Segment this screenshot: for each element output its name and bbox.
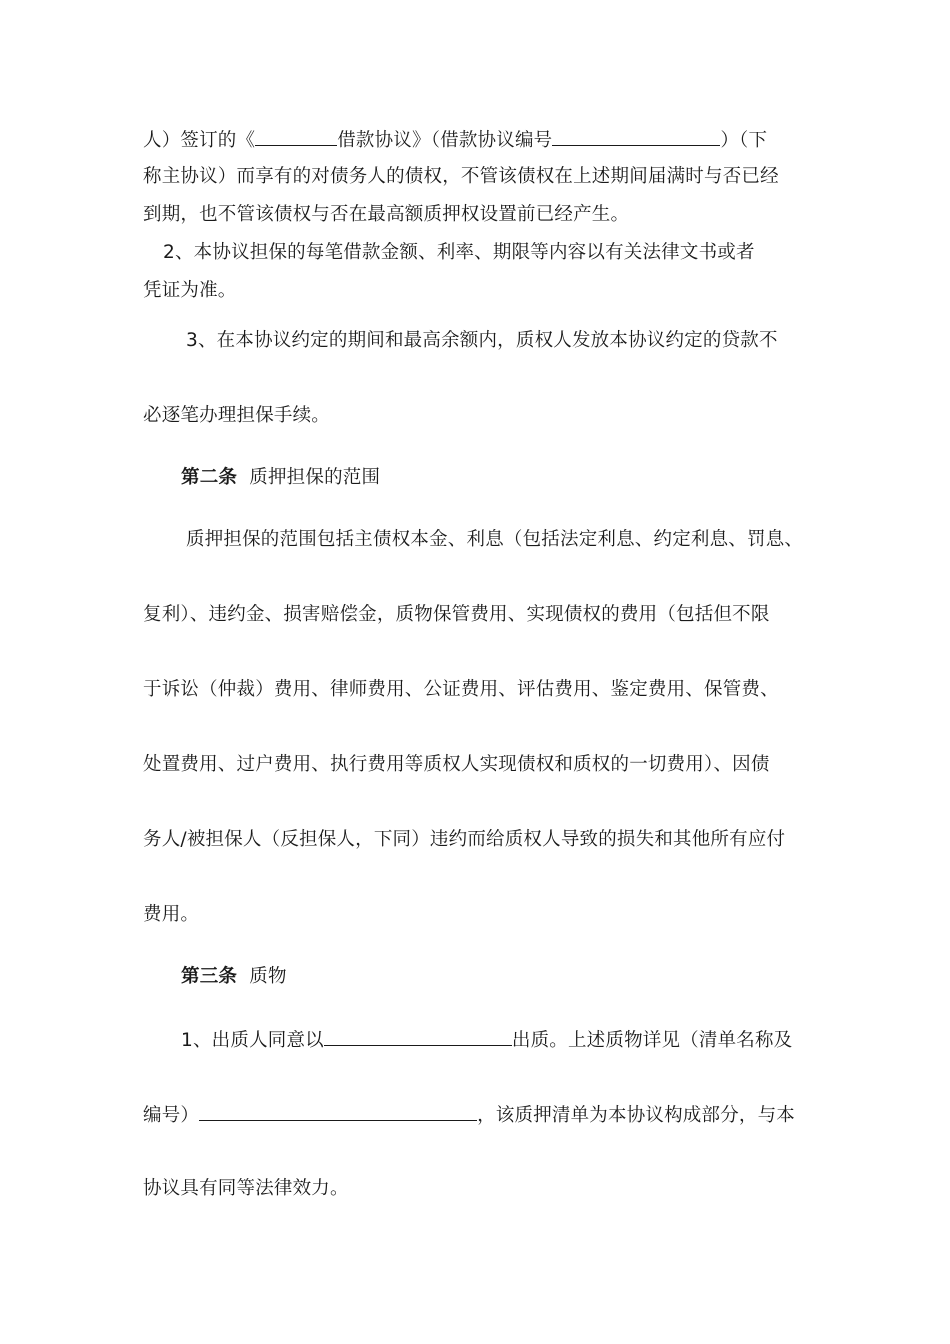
para1-line2: 称主协议）而享有的对债务人的债权，不管该债权在上述期间届满时与否已经 xyxy=(143,166,779,187)
blank-loan-name xyxy=(255,127,337,146)
text: ，该质押清单为本协议构成部分，与本 xyxy=(477,1105,796,1126)
text: 编号） xyxy=(143,1105,200,1126)
article2-line5: 务人/被担保人（反担保人，下同）违约而给质权人导致的损失和其他所有应付 xyxy=(143,829,786,850)
text: 1、出质人同意以 xyxy=(181,1030,324,1051)
para2-line2: 凭证为准。 xyxy=(143,280,237,301)
article3-label: 第三条 xyxy=(181,966,238,987)
article3-title: 质物 xyxy=(249,966,287,987)
text: ）（下 xyxy=(720,130,768,151)
blank-pledged-item xyxy=(324,1027,512,1046)
article3-heading xyxy=(181,965,287,989)
article2-line1: 质押担保的范围包括主债权本金、利息（包括法定利息、约定利息、罚息、 xyxy=(186,529,804,550)
article2-title: 质押担保的范围 xyxy=(249,467,381,488)
para1-line3: 到期，也不管该债权与否在最高额质押权设置前已经产生。 xyxy=(143,204,630,225)
article3-line3: 协议具有同等法律效力。 xyxy=(143,1178,349,1199)
article2-heading xyxy=(181,466,380,490)
text: 借款协议》（借款协议编号 xyxy=(337,130,553,151)
para1-line1 xyxy=(143,127,767,153)
para2-line1: 2、本协议担保的每笔借款金额、利率、期限等内容以有关法律文书或者 xyxy=(163,242,755,263)
article3-line2 xyxy=(143,1102,795,1128)
article2-line6: 费用。 xyxy=(143,904,200,925)
blank-list-number xyxy=(199,1102,477,1121)
para3-line2: 必逐笔办理担保手续。 xyxy=(143,405,331,426)
blank-agreement-number xyxy=(552,127,720,146)
article2-label: 第二条 xyxy=(181,467,238,488)
article2-line4: 处置费用、过户费用、执行费用等质权人实现债权和质权的一切费用）、因债 xyxy=(143,754,770,775)
text: 出质。上述质物详见（清单名称及 xyxy=(511,1030,793,1051)
text: 人）签订的《 xyxy=(143,130,256,151)
article2-line2: 复利）、违约金、损害赔偿金，质物保管费用、实现债权的费用（包括但不限 xyxy=(143,604,770,625)
article2-line3: 于诉讼（仲裁）费用、律师费用、公证费用、评估费用、鉴定费用、保管费、 xyxy=(143,679,779,700)
para3-line1: 3、在本协议约定的期间和最高余额内，质权人发放本协议约定的贷款不 xyxy=(186,330,778,351)
article3-line1 xyxy=(181,1027,792,1053)
